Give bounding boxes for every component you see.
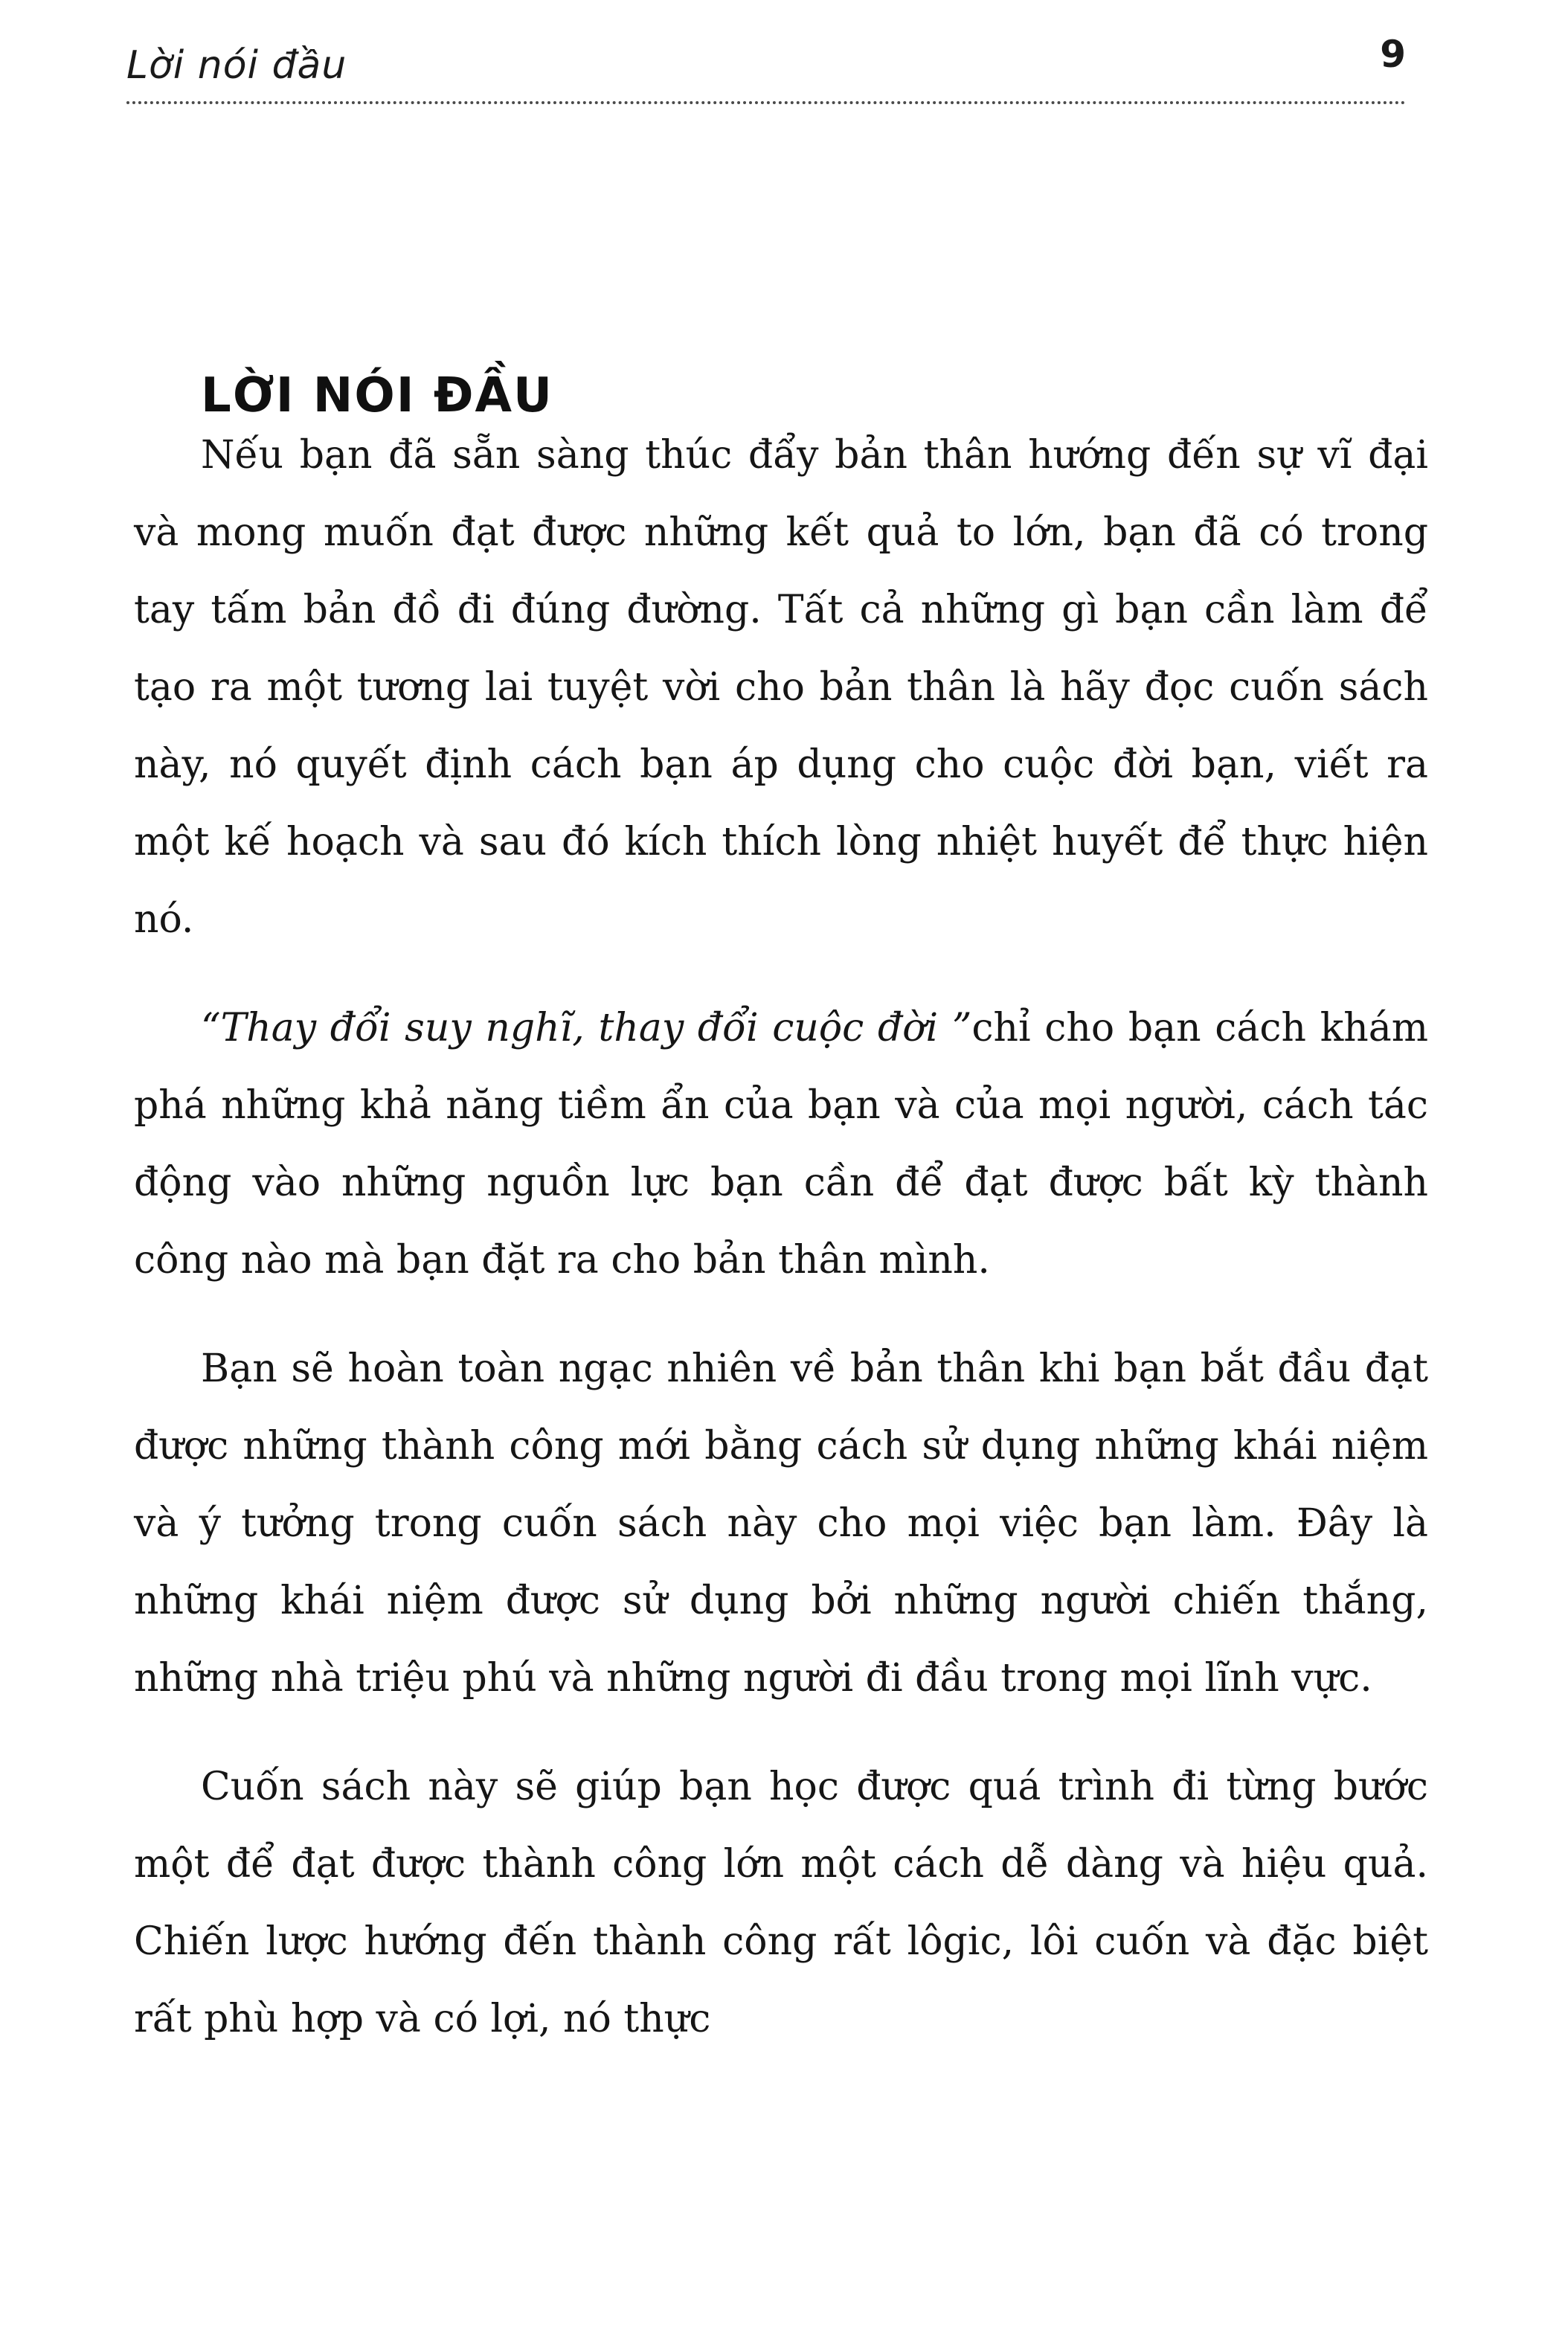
page-number: 9	[1380, 33, 1406, 76]
running-header	[126, 33, 1406, 110]
paragraph-3-text: Bạn sẽ hoàn toàn ngạc nhiên về bản thân khi bạn bắt đầu đạt được những thành công mới bằng cách sử dụng những khái niệm và ý tưởng trong cuốn sách này cho mọi việc bạn làm. Đây là những khái niệm được sử dụng bởi những người chiến thắng, những nhà triệu phú và những người đi đầu trong mọi lĩnh vực.	[134, 1347, 1428, 1701]
paragraph-2-text: chỉ cho bạn cách khám phá những khả năng tiềm ẩn của bạn và của mọi người, cách tác động vào những nguồn lực bạn cần để đạt được bất kỳ thành công nào mà bạn đặt ra cho bản thân mình.	[134, 1006, 1428, 1283]
body-text	[134, 417, 1428, 2089]
book-title-quote: “Thay đổi suy nghĩ, thay đổi cuộc đời ”	[201, 1006, 972, 1050]
paragraph-2	[134, 989, 1428, 1299]
header-divider	[126, 101, 1406, 104]
paragraph-1	[134, 417, 1428, 958]
running-title: Lời nói đầu	[126, 43, 347, 88]
chapter-title: LỜI NÓI ĐẦU	[201, 367, 553, 423]
paragraph-3	[134, 1330, 1428, 1717]
paragraph-4-text: Cuốn sách này sẽ giúp bạn học được quá trình đi từng bước một để đạt được thành công lớn một cách dễ dàng và hiệu quả. Chiến lược hướng đến thành công rất lôgic, lôi cuốn và đặc biệt rất phù hợp và có lợi, nó thực	[134, 1765, 1428, 2041]
paragraph-4	[134, 1748, 1428, 2058]
paragraph-1-text: Nếu bạn đã sẵn sàng thúc đẩy bản thân hướng đến sự vĩ đại và mong muốn đạt được những kết quả to lớn, bạn đã có trong tay tấm bản đồ đi đúng đường. Tất cả những gì bạn cần làm để tạo ra một tương lai tuyệt vời cho bản thân là hãy đọc cuốn sách này, nó quyết định cách bạn áp dụng cho cuộc đời bạn, viết ra một kế hoạch và sau đó kích thích lòng nhiệt huyết để thực hiện nó.	[134, 433, 1428, 942]
